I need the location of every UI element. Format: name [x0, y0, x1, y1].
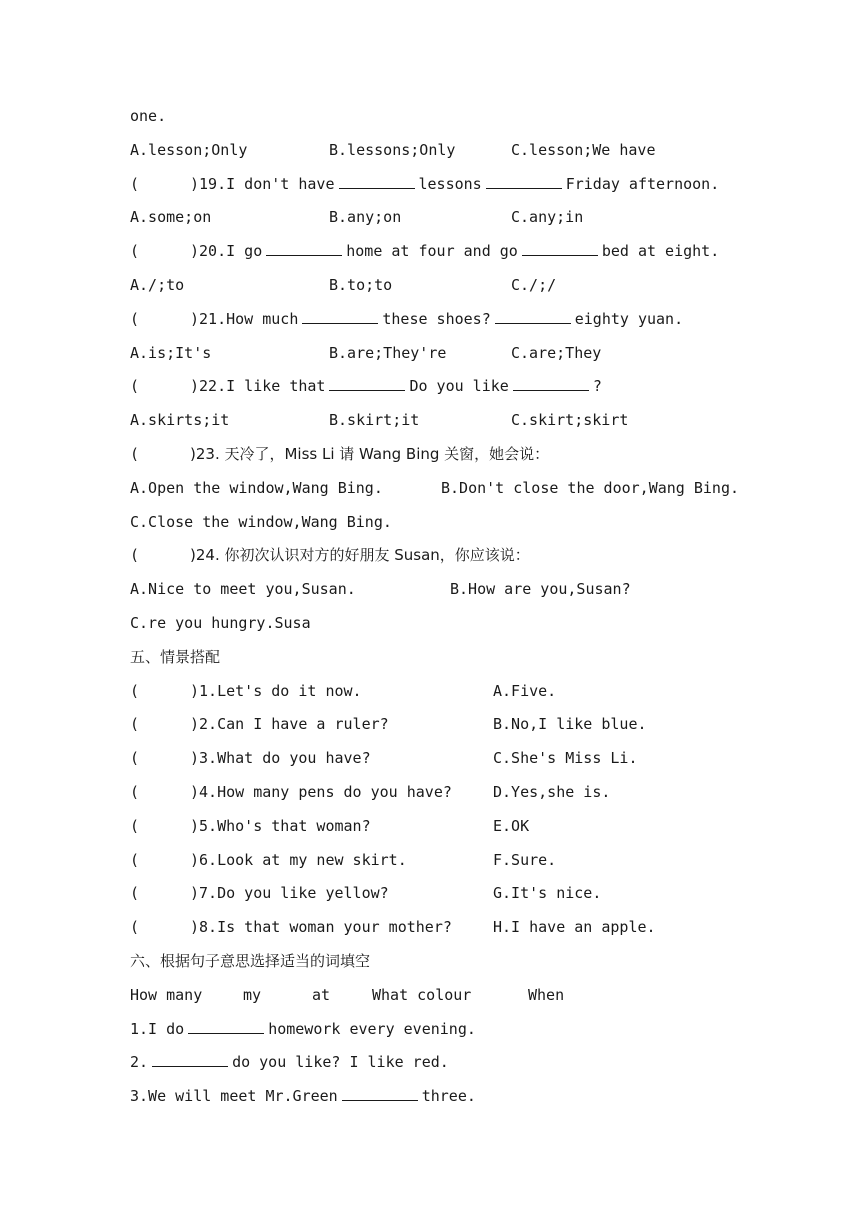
- question-text: 3.We will meet Mr.Green: [130, 1087, 338, 1106]
- question-21: [130, 303, 830, 337]
- answer-paren[interactable]: (: [130, 816, 140, 835]
- option-c: C.are;They: [511, 343, 602, 362]
- blank[interactable]: [152, 1048, 228, 1067]
- answer-paren[interactable]: (: [130, 884, 140, 903]
- word-bank-item: How many: [130, 985, 203, 1004]
- matching-question: )1.Let's do it now.: [190, 681, 362, 700]
- question-text: ?: [592, 377, 602, 396]
- options-row: [130, 134, 830, 168]
- answer-paren[interactable]: (: [130, 309, 140, 328]
- matching-question: )5.Who's that woman?: [190, 816, 371, 835]
- option-b: B.Don't close the door,Wang Bing.: [441, 478, 740, 497]
- matching-row: [130, 877, 830, 911]
- answer-paren[interactable]: (: [130, 546, 140, 565]
- matching-row: [130, 675, 830, 709]
- option-a: A.some;on: [130, 208, 212, 227]
- option-b: B.lessons;Only: [329, 140, 456, 159]
- options-row: [130, 607, 830, 641]
- fill-question-2: [130, 1046, 830, 1080]
- matching-row: [130, 911, 830, 945]
- blank[interactable]: [342, 1082, 418, 1101]
- matching-answer: A.Five.: [493, 681, 557, 700]
- matching-list: [130, 675, 830, 945]
- question-22: [130, 370, 830, 404]
- answer-paren[interactable]: (: [130, 444, 140, 463]
- fill-question-3: [130, 1080, 830, 1114]
- word-bank-item: What colour: [372, 985, 472, 1004]
- question-23: [130, 438, 830, 472]
- answer-paren[interactable]: (: [130, 681, 140, 700]
- matching-row: [130, 776, 830, 810]
- question-text: )20.I go: [190, 242, 263, 261]
- options-row: [130, 337, 830, 371]
- matching-row: [130, 742, 830, 776]
- matching-answer: B.No,I like blue.: [493, 715, 647, 734]
- option-b: B.How are you,Susan?: [450, 580, 631, 599]
- question-text: 2.: [130, 1053, 149, 1072]
- question-20: [130, 235, 830, 269]
- question-text: three.: [421, 1087, 476, 1106]
- answer-paren[interactable]: (: [130, 242, 140, 261]
- options-row: [130, 404, 830, 438]
- matching-question: )7.Do you like yellow?: [190, 884, 389, 903]
- matching-row: [130, 810, 830, 844]
- text-line: [130, 100, 830, 134]
- question-text: )19.I don't have: [190, 174, 335, 193]
- word-bank-item: When: [528, 985, 565, 1004]
- matching-answer: C.She's Miss Li.: [493, 749, 638, 768]
- matching-question: )8.Is that woman your mother?: [190, 918, 452, 937]
- line-text: one.: [130, 107, 167, 125]
- question-text: homework every evening.: [268, 1019, 476, 1038]
- option-c: C.re you hungry.Susa: [130, 613, 311, 632]
- matching-question: )3.What do you have?: [190, 749, 371, 768]
- section-title: 五、情景搭配: [130, 647, 221, 666]
- answer-paren[interactable]: (: [130, 782, 140, 801]
- option-b: B.are;They're: [329, 343, 447, 362]
- answer-paren[interactable]: (: [130, 918, 140, 937]
- answer-paren[interactable]: (: [130, 377, 140, 396]
- question-19: [130, 168, 830, 202]
- option-b: B.skirt;it: [329, 411, 420, 430]
- matching-answer: H.I have an apple.: [493, 918, 656, 937]
- section-title: 六、根据句子意思选择适当的词填空: [130, 951, 371, 970]
- option-b: B.any;on: [329, 208, 402, 227]
- question-text: 1.I do: [130, 1019, 185, 1038]
- matching-answer: E.OK: [493, 816, 530, 835]
- blank-1[interactable]: [266, 237, 342, 256]
- fill-question-1: [130, 1013, 830, 1047]
- answer-paren[interactable]: (: [130, 749, 140, 768]
- option-c: C.any;in: [511, 208, 584, 227]
- question-text: home at four and go: [346, 242, 518, 261]
- matching-question: )4.How many pens do you have?: [190, 782, 452, 801]
- options-row: [130, 573, 830, 607]
- option-a: A.skirts;it: [130, 411, 230, 430]
- blank-1[interactable]: [339, 170, 415, 189]
- question-text: Do you like: [409, 377, 509, 396]
- question-text: do you like? I like red.: [232, 1053, 449, 1072]
- option-c: C.lesson;We have: [511, 140, 656, 159]
- option-a: A./;to: [130, 275, 185, 294]
- question-text: )22.I like that: [190, 377, 326, 396]
- answer-paren[interactable]: (: [130, 850, 140, 869]
- options-row: [130, 269, 830, 303]
- matching-row: [130, 708, 830, 742]
- matching-row: [130, 844, 830, 878]
- blank-2[interactable]: [513, 372, 589, 391]
- option-a: A.lesson;Only: [130, 140, 248, 159]
- section-heading: [130, 945, 830, 979]
- matching-answer: D.Yes,she is.: [493, 782, 611, 801]
- blank[interactable]: [188, 1015, 264, 1034]
- option-c: C./;/: [511, 275, 557, 294]
- blank-1[interactable]: [329, 372, 405, 391]
- matching-answer: G.It's nice.: [493, 884, 602, 903]
- options-row: [130, 472, 830, 506]
- answer-paren[interactable]: (: [130, 174, 140, 193]
- question-text: bed at eight.: [601, 242, 720, 261]
- option-b: B.to;to: [329, 275, 393, 294]
- question-text: these shoes?: [382, 309, 491, 328]
- question-text: )21.How much: [190, 309, 299, 328]
- options-row: [130, 506, 830, 540]
- question-text: eighty yuan.: [574, 309, 684, 328]
- word-bank-item: at: [312, 985, 331, 1004]
- question-text: Friday afternoon.: [565, 174, 720, 193]
- question-text: )23. 天冷了，Miss Li 请 Wang Bing 关窗，她会说：: [190, 444, 550, 463]
- blank-1[interactable]: [302, 305, 378, 324]
- option-a: A.is;It's: [130, 343, 212, 362]
- option-c: C.Close the window,Wang Bing.: [130, 512, 392, 531]
- option-a: A.Nice to meet you,Susan.: [130, 580, 356, 599]
- matching-question: )2.Can I have a ruler?: [190, 715, 389, 734]
- word-bank-item: my: [243, 985, 262, 1004]
- options-row: [130, 201, 830, 235]
- answer-paren[interactable]: (: [130, 715, 140, 734]
- matching-question: )6.Look at my new skirt.: [190, 850, 407, 869]
- blank-2[interactable]: [486, 170, 562, 189]
- blank-2[interactable]: [495, 305, 571, 324]
- question-text: lessons: [418, 174, 482, 193]
- question-text: )24. 你初次认识对方的好朋友 Susan，你应该说：: [190, 546, 530, 565]
- matching-answer: F.Sure.: [493, 850, 557, 869]
- option-a: A.Open the window,Wang Bing.: [130, 478, 383, 497]
- question-24: [130, 539, 830, 573]
- worksheet: [130, 100, 830, 1114]
- word-bank: [130, 979, 830, 1013]
- option-c: C.skirt;skirt: [511, 411, 629, 430]
- blank-2[interactable]: [522, 237, 598, 256]
- section-heading: [130, 641, 830, 675]
